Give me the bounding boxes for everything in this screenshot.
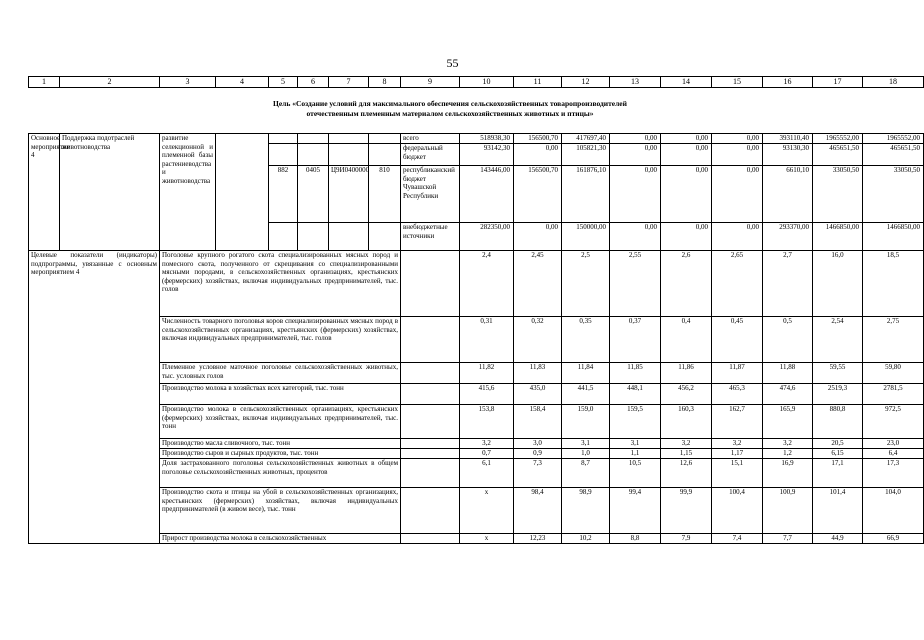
indicator-value: 2,5 xyxy=(562,251,610,317)
funding-source: республиканский бюджет Чувашской Республики xyxy=(401,166,460,223)
funding-source: федеральный бюджет xyxy=(401,144,460,166)
indicator-value: 99,9 xyxy=(661,488,712,534)
indicator-value: 98,4 xyxy=(514,488,562,534)
funding-value: 0,00 xyxy=(661,223,712,251)
indicator-value: 20,5 xyxy=(813,439,863,449)
indicator-value: 0,37 xyxy=(610,317,661,363)
funding-value: 1965552,00 xyxy=(813,134,863,144)
indicator-value: 3,1 xyxy=(610,439,661,449)
indicator-value: 8,8 xyxy=(610,534,661,544)
budget-code: Ц9И0400000 xyxy=(329,166,369,223)
column-number: 5 xyxy=(269,77,298,88)
empty-cell xyxy=(401,405,460,439)
funding-value: 150000,00 xyxy=(562,223,610,251)
budget-code: 0405 xyxy=(298,166,329,223)
empty-cell xyxy=(401,363,460,384)
indicator-value: 456,2 xyxy=(661,384,712,405)
indicator-value: 3,2 xyxy=(460,439,514,449)
indicator-value: 12,23 xyxy=(514,534,562,544)
indicator-value: 11,86 xyxy=(661,363,712,384)
indicator-value: 6,4 xyxy=(863,449,924,459)
indicator-row xyxy=(29,363,924,384)
indicator-value: 11,84 xyxy=(562,363,610,384)
indicator-value: 2519,3 xyxy=(813,384,863,405)
column-number: 2 xyxy=(60,77,160,88)
funding-source: внебюджетные источники xyxy=(401,223,460,251)
funding-value: 465651,50 xyxy=(813,144,863,166)
indicator-value: 0,31 xyxy=(460,317,514,363)
empty-cell xyxy=(401,317,460,363)
indicator-value: 101,4 xyxy=(813,488,863,534)
funding-value: 465651,50 xyxy=(863,144,924,166)
indicator-value: 10,5 xyxy=(610,459,661,488)
indicator-value: 1,2 xyxy=(763,449,813,459)
indicator-value: 3,2 xyxy=(763,439,813,449)
indicator-row xyxy=(29,488,924,534)
funding-value: 393110,40 xyxy=(763,134,813,144)
indicator-value: 59,80 xyxy=(863,363,924,384)
column-number: 8 xyxy=(369,77,401,88)
indicator-value: 880,8 xyxy=(813,405,863,439)
indicator-value: 2781,5 xyxy=(863,384,924,405)
indicator-value: 435,0 xyxy=(514,384,562,405)
column-number: 15 xyxy=(712,77,763,88)
funding-value: 0,00 xyxy=(610,134,661,144)
indicator-value: 66,9 xyxy=(863,534,924,544)
page-number: 55 xyxy=(446,56,459,70)
indicator-value: 2,54 xyxy=(813,317,863,363)
goal-line-2: отечественным племенным материалом сельскохозяйственных животных и птицы» xyxy=(306,109,594,118)
column-number: 4 xyxy=(216,77,269,88)
column-number: 10 xyxy=(460,77,514,88)
funding-value: 0,00 xyxy=(661,166,712,223)
indicator-name: Производство молока в хозяйствах всех категорий, тыс. тонн xyxy=(160,384,401,405)
empty-cell xyxy=(269,134,298,144)
empty-cell xyxy=(298,223,329,251)
indicator-value: 6,1 xyxy=(460,459,514,488)
measure-label: Основное мероприятие 4 xyxy=(29,134,60,251)
empty-cell xyxy=(329,144,369,166)
indicator-value: 8,7 xyxy=(562,459,610,488)
column-number: 16 xyxy=(763,77,813,88)
indicator-value: 972,5 xyxy=(863,405,924,439)
indicator-value: 99,4 xyxy=(610,488,661,534)
empty-cell xyxy=(401,251,460,317)
indicator-value: 12,6 xyxy=(661,459,712,488)
indicator-value: 1,17 xyxy=(712,449,763,459)
empty-cell xyxy=(369,144,401,166)
column-number: 17 xyxy=(813,77,863,88)
funding-value: 1965552,00 xyxy=(863,134,924,144)
funding-value: 0,00 xyxy=(712,166,763,223)
indicator-row xyxy=(29,449,924,459)
indicator-name: Численность товарного поголовья коров специализированных мясных пород в сельскохозяйственных организациях, крестьянских (фермерских) хозяйствах, включая индивидуальных предпринимателей, тыс. голов xyxy=(160,317,401,363)
empty-cell xyxy=(401,488,460,534)
empty-cell xyxy=(401,534,460,544)
indicator-value: 1,1 xyxy=(610,449,661,459)
column-number: 9 xyxy=(401,77,460,88)
funding-value: 282350,00 xyxy=(460,223,514,251)
indicator-value: 7,7 xyxy=(763,534,813,544)
funding-value: 0,00 xyxy=(661,144,712,166)
funding-value: 6610,10 xyxy=(763,166,813,223)
indicator-value: 6,15 xyxy=(813,449,863,459)
indicator-value: 2,6 xyxy=(661,251,712,317)
funding-value: 93130,30 xyxy=(763,144,813,166)
empty-cell xyxy=(329,223,369,251)
funding-value: 33050,50 xyxy=(813,166,863,223)
indicator-value: 11,82 xyxy=(460,363,514,384)
indicator-value: х xyxy=(460,534,514,544)
indicator-name: Производство молока в сельскохозяйственных организациях, крестьянских (фермерских) хозяйствах, включая индивидуальных предпринимателей, тыс. тонн xyxy=(160,405,401,439)
empty-cell xyxy=(329,134,369,144)
funding-value: 105821,30 xyxy=(562,144,610,166)
indicator-value: 474,6 xyxy=(763,384,813,405)
indicator-value: 3,1 xyxy=(562,439,610,449)
indicator-value: 441,5 xyxy=(562,384,610,405)
funding-value: 0,00 xyxy=(712,134,763,144)
funding-value: 143446,00 xyxy=(460,166,514,223)
funding-value: 93142,30 xyxy=(460,144,514,166)
funding-value: 0,00 xyxy=(610,166,661,223)
indicator-value: 162,7 xyxy=(712,405,763,439)
indicator-value: 17,3 xyxy=(863,459,924,488)
indicator-value: 100,4 xyxy=(712,488,763,534)
indicator-value: 3,2 xyxy=(712,439,763,449)
indicator-value: 159,0 xyxy=(562,405,610,439)
funding-value: 0,00 xyxy=(610,144,661,166)
indicator-value: 159,5 xyxy=(610,405,661,439)
indicator-name: Производство скота и птицы на убой в сельскохозяйственных организациях, крестьянских (фермерских) хозяйствах, включая индивидуальных предпринимателей (в живом весе), тыс. тонн xyxy=(160,488,401,534)
indicator-value: 11,88 xyxy=(763,363,813,384)
column-number: 7 xyxy=(329,77,369,88)
funding-value: 0,00 xyxy=(514,223,562,251)
indicator-name: Доля застрахованного поголовья сельскохозяйственных животных в общем поголовье сельскохозяйственных животных, процентов xyxy=(160,459,401,488)
funding-value: 161876,10 xyxy=(562,166,610,223)
funding-row xyxy=(29,134,924,144)
indicator-value: 2,4 xyxy=(460,251,514,317)
indicator-value: 2,65 xyxy=(712,251,763,317)
indicator-value: 59,55 xyxy=(813,363,863,384)
funding-value: 293370,00 xyxy=(763,223,813,251)
column-number: 1 xyxy=(29,77,60,88)
indicator-value: 1,15 xyxy=(661,449,712,459)
indicator-value: 98,9 xyxy=(562,488,610,534)
indicator-value: 465,3 xyxy=(712,384,763,405)
goal-heading xyxy=(200,99,700,119)
funding-value: 0,00 xyxy=(661,134,712,144)
indicator-value: 0,35 xyxy=(562,317,610,363)
indicator-value: 1,0 xyxy=(562,449,610,459)
program-table xyxy=(28,133,924,544)
funding-value: 33050,50 xyxy=(863,166,924,223)
indicator-name: Племенное условное маточное поголовье сельскохозяйственных животных, тыс. условных голов xyxy=(160,363,401,384)
indicator-value: 0,45 xyxy=(712,317,763,363)
column-number: 12 xyxy=(562,77,610,88)
column-number: 18 xyxy=(863,77,924,88)
indicator-value: х xyxy=(460,488,514,534)
indicator-value: 17,1 xyxy=(813,459,863,488)
funding-value: 417697,40 xyxy=(562,134,610,144)
indicator-value: 0,32 xyxy=(514,317,562,363)
indicator-value: 11,83 xyxy=(514,363,562,384)
measure-description: развитие селекционной и племенной базы растениеводства и животноводства xyxy=(160,134,216,251)
indicator-row xyxy=(29,405,924,439)
funding-value: 0,00 xyxy=(712,223,763,251)
empty-cell xyxy=(369,134,401,144)
indicator-value: 7,9 xyxy=(661,534,712,544)
indicator-value: 448,1 xyxy=(610,384,661,405)
funding-value: 156500,70 xyxy=(514,166,562,223)
funding-value: 156500,70 xyxy=(514,134,562,144)
indicator-value: 100,9 xyxy=(763,488,813,534)
column-number: 6 xyxy=(298,77,329,88)
empty-cell xyxy=(269,223,298,251)
indicator-name: Прирост производства молока в сельскохозяйственных xyxy=(160,534,401,544)
indicator-value: 0,4 xyxy=(661,317,712,363)
indicator-value: 153,8 xyxy=(460,405,514,439)
indicator-value: 16,0 xyxy=(813,251,863,317)
indicator-row xyxy=(29,317,924,363)
funding-value: 0,00 xyxy=(514,144,562,166)
indicator-value: 7,3 xyxy=(514,459,562,488)
indicator-value: 3,0 xyxy=(514,439,562,449)
indicator-value: 16,9 xyxy=(763,459,813,488)
indicator-row xyxy=(29,534,924,544)
indicator-value: 10,2 xyxy=(562,534,610,544)
indicator-value: 11,85 xyxy=(610,363,661,384)
empty-cell xyxy=(401,449,460,459)
indicator-name: Производство сыров и сырных продуктов, тыс. тонн xyxy=(160,449,401,459)
indicator-value: 2,7 xyxy=(763,251,813,317)
empty-cell xyxy=(298,134,329,144)
indicator-value: 415,6 xyxy=(460,384,514,405)
funding-value: 1466850,00 xyxy=(863,223,924,251)
funding-value: 1466850,00 xyxy=(813,223,863,251)
column-number: 14 xyxy=(661,77,712,88)
column-number: 11 xyxy=(514,77,562,88)
indicator-value: 0,5 xyxy=(763,317,813,363)
indicator-value: 165,9 xyxy=(763,405,813,439)
column-number: 3 xyxy=(160,77,216,88)
indicator-row xyxy=(29,251,924,317)
indicator-value: 18,5 xyxy=(863,251,924,317)
empty-cell xyxy=(216,134,269,251)
funding-value: 0,00 xyxy=(610,223,661,251)
indicator-row xyxy=(29,384,924,405)
funding-value: 0,00 xyxy=(712,144,763,166)
indicator-value: 158,4 xyxy=(514,405,562,439)
empty-cell xyxy=(401,384,460,405)
indicator-row xyxy=(29,459,924,488)
funding-source: всего xyxy=(401,134,460,144)
column-number: 13 xyxy=(610,77,661,88)
indicator-row xyxy=(29,439,924,449)
indicator-value: 2,55 xyxy=(610,251,661,317)
budget-code: 810 xyxy=(369,166,401,223)
indicator-value: 104,0 xyxy=(863,488,924,534)
funding-value: 518938,30 xyxy=(460,134,514,144)
column-number-row xyxy=(28,76,924,88)
indicator-name: Поголовье крупного рогатого скота специализированных мясных пород и помесного скота, полученного от скрещивания со специализированными мясными породами, в сельскохозяйственных организациях, крестьянских (фермерских) хозяйствах, включая индивидуальных предпринимателей, тыс. голов xyxy=(160,251,401,317)
empty-cell xyxy=(369,223,401,251)
empty-cell xyxy=(401,459,460,488)
indicator-value: 15,1 xyxy=(712,459,763,488)
empty-cell xyxy=(401,439,460,449)
empty-cell xyxy=(298,144,329,166)
indicator-value: 7,4 xyxy=(712,534,763,544)
goal-line-1: Цель «Создание условий для максимального обеспечения сельскохозяйственных товаропроизводителей xyxy=(273,99,627,108)
indicator-value: 2,45 xyxy=(514,251,562,317)
indicator-value: 3,2 xyxy=(661,439,712,449)
budget-code: 882 xyxy=(269,166,298,223)
indicator-name: Производство масла сливочного, тыс. тонн xyxy=(160,439,401,449)
indicator-value: 2,75 xyxy=(863,317,924,363)
indicator-value: 160,3 xyxy=(661,405,712,439)
indicator-value: 0,7 xyxy=(460,449,514,459)
indicator-value: 0,9 xyxy=(514,449,562,459)
measure-name: Поддержка подотраслей животноводства xyxy=(60,134,160,251)
indicator-value: 44,9 xyxy=(813,534,863,544)
indicator-value: 11,87 xyxy=(712,363,763,384)
indicators-label: Целевые показатели (индикаторы) подпрограммы, увязанные с основным мероприятием 4 xyxy=(29,251,160,544)
empty-cell xyxy=(269,144,298,166)
indicator-value: 23,0 xyxy=(863,439,924,449)
